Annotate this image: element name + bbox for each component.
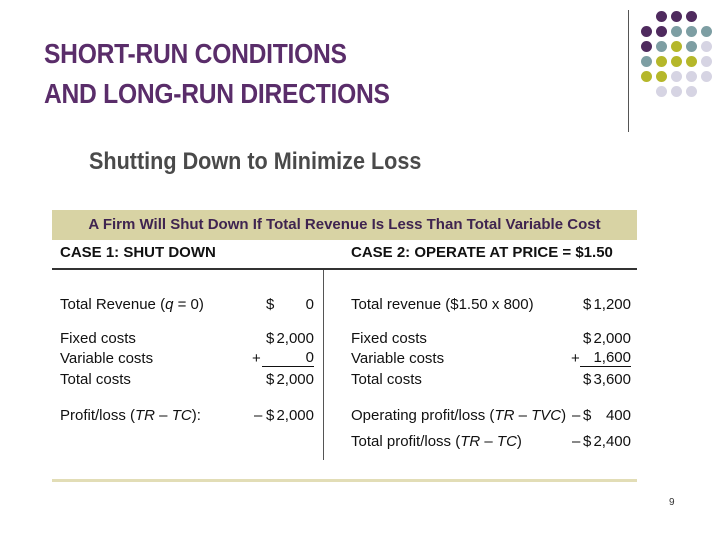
case1-fixed-costs-value: 2,000 (276, 330, 314, 347)
case1-profit-loss-label: Profit/loss (TR – TC): (60, 407, 201, 424)
decorative-dot (701, 41, 712, 52)
case2-operating-profit-label: Operating profit/loss (TR – TVC) (351, 407, 567, 424)
case2-operating-profit-currency: $ (583, 407, 592, 424)
decorative-dot (641, 41, 652, 52)
case2-total-profit-currency: $ (583, 433, 592, 450)
case2-operating-profit-sign: – (572, 407, 581, 424)
decorative-dot (671, 86, 682, 97)
case1-profit-loss-value: 2,000 (276, 407, 314, 424)
decorative-dot (671, 71, 682, 82)
table-banner (52, 210, 637, 240)
case2-fixed-costs-value: 2,000 (593, 330, 631, 347)
case1-profit-loss-currency: $ (266, 407, 275, 424)
case1-variable-costs-value: 0 (262, 350, 314, 367)
case2-total-profit-label: Total profit/loss (TR – TC) (351, 433, 522, 450)
slide-title-line-2: AND LONG-RUN DIRECTIONS (44, 78, 390, 109)
slide-subtitle: Shutting Down to Minimize Loss (89, 148, 422, 175)
decorative-dot-grid (641, 11, 711, 121)
case2-operating-profit-value: 400 (605, 407, 631, 424)
title-divider (628, 10, 629, 132)
decorative-dot (671, 11, 682, 22)
case2-variable-costs-value: 1,600 (580, 350, 631, 367)
decorative-dot (671, 41, 682, 52)
case1-heading: CASE 1: SHUT DOWN (60, 244, 216, 261)
case2-fixed-costs-currency: $ (583, 330, 592, 347)
page-number: 9 (669, 497, 675, 508)
decorative-dot (641, 71, 652, 82)
table-header-rule (52, 268, 637, 270)
case1-variable-costs-sign: + (252, 350, 261, 367)
slide-title (44, 34, 390, 114)
case2-total-profit-value: 2,400 (593, 433, 631, 450)
case2-variable-costs-sign: + (571, 350, 580, 367)
decorative-dot (641, 56, 652, 67)
case2-variable-costs-label: Variable costs (351, 350, 445, 367)
case1-total-revenue-label: Total Revenue (q = 0) (60, 296, 204, 313)
decorative-dot (686, 56, 697, 67)
decorative-dot (686, 11, 697, 22)
decorative-dot (671, 26, 682, 37)
case1-total-costs-value: 2,000 (276, 371, 314, 388)
case1-total-revenue-currency: $ (266, 296, 275, 313)
decorative-dot (641, 26, 652, 37)
case2-total-costs-currency: $ (583, 371, 592, 388)
case2-fixed-costs-label: Fixed costs (351, 330, 427, 347)
decorative-dot (656, 56, 667, 67)
case2-heading: CASE 2: OPERATE AT PRICE = $1.50 (351, 244, 613, 261)
case2-total-costs-label: Total costs (351, 371, 422, 388)
slide-title-line-1: SHORT-RUN CONDITIONS (44, 38, 347, 69)
decorative-dot (656, 11, 667, 22)
table-bottom-rule (52, 479, 637, 482)
case2-total-revenue-value: 1,200 (593, 296, 631, 313)
decorative-dot (701, 26, 712, 37)
case1-variable-costs-label: Variable costs (60, 350, 154, 367)
decorative-dot (686, 26, 697, 37)
decorative-dot (671, 56, 682, 67)
decorative-dot (686, 71, 697, 82)
table-banner-text: A Firm Will Shut Down If Total Revenue Is Less Than Total Variable Cost (88, 216, 601, 233)
decorative-dot (656, 26, 667, 37)
case2-total-costs-value: 3,600 (593, 371, 631, 388)
case1-fixed-costs-currency: $ (266, 330, 275, 347)
decorative-dot (701, 71, 712, 82)
decorative-dot (686, 41, 697, 52)
decorative-dot (686, 86, 697, 97)
case1-profit-loss-sign: – (254, 407, 263, 424)
case1-fixed-costs-label: Fixed costs (60, 330, 136, 347)
case2-total-revenue-currency: $ (583, 296, 592, 313)
case1-total-costs-currency: $ (266, 371, 275, 388)
case1-total-costs-label: Total costs (60, 371, 131, 388)
decorative-dot (656, 71, 667, 82)
case1-total-revenue-value: 0 (305, 296, 314, 313)
case2-total-revenue-label: Total revenue ($1.50 x 800) (351, 296, 534, 313)
table-column-divider (323, 270, 324, 460)
case2-total-profit-sign: – (572, 433, 581, 450)
decorative-dot (656, 86, 667, 97)
decorative-dot (701, 56, 712, 67)
decorative-dot (656, 41, 667, 52)
